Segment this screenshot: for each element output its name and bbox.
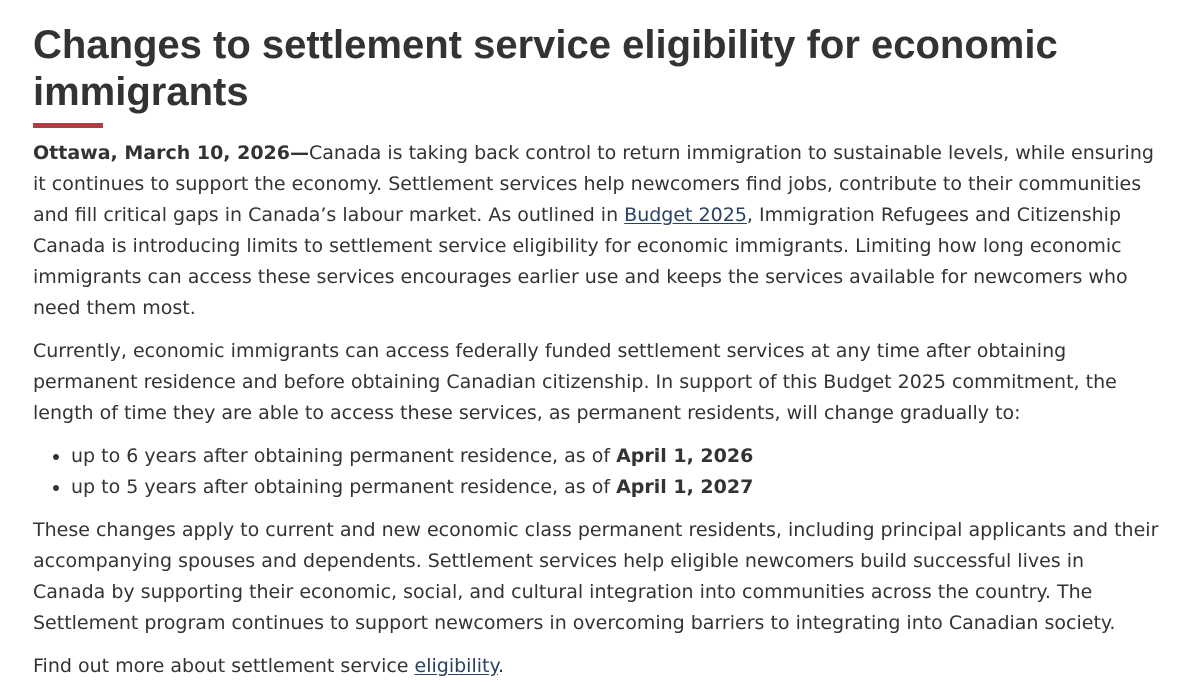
lead-text-b: , Immigration Refugees and Citizenship Canada is introducing limits to settlement service eligibility for economic immigrants. Limiting how long economic immigrants can access these services encourages earlier use and keeps the services available for newcomers who need them most. — [33, 204, 1128, 319]
find-out-more-paragraph — [33, 651, 1160, 682]
current-eligibility-paragraph: Currently, economic immigrants can access federally funded settlement services at any time after obtaining permanent residence and before obtaining Canadian citizenship. In support of this Budget 2025 commitment, the length of time they are able to access these services, as permanent residents, will change gradually to: — [33, 340, 1117, 424]
budget-2025-link[interactable]: Budget 2025 — [624, 204, 747, 226]
eligibility-changes-list — [33, 441, 1160, 503]
lead-paragraph — [33, 138, 1160, 324]
list-item-date: April 1, 2026 — [616, 445, 754, 467]
page-title: Changes to settlement service eligibility for economic immigrants — [33, 23, 1058, 114]
find-out-more-text: Find out more about settlement service — [33, 655, 415, 677]
list-item-text: up to 5 years after obtaining permanent residence, as of — [71, 476, 617, 498]
list-item — [71, 441, 1160, 472]
list-item — [71, 472, 1160, 503]
list-item-text: up to 6 years after obtaining permanent residence, as of — [71, 445, 617, 467]
dateline: Ottawa, March 10, 2026— — [33, 142, 310, 164]
list-item-date: April 1, 2027 — [616, 476, 754, 498]
find-out-more-period: . — [498, 655, 505, 677]
changes-apply-paragraph: These changes apply to current and new economic class permanent residents, including principal applicants and their accompanying spouses and dependents. Settlement services help eligible newcomers build successful lives in Canada by supporting their economic, social, and cultural integration into communities across the country. The Settlement program continues to support newcomers in overcoming barriers to integrating into Canadian society. — [33, 519, 1159, 634]
eligibility-link[interactable]: eligibility — [414, 655, 498, 677]
lead-text-a: Canada is taking back control to return immigration to sustainable levels, while ensuring it continues to support the economy. Settlement services help newcomers find jobs, contribute to their communities and fill critical gaps in Canada’s labour market. As outlined in — [33, 142, 1154, 226]
title-underline-rule — [33, 123, 103, 128]
